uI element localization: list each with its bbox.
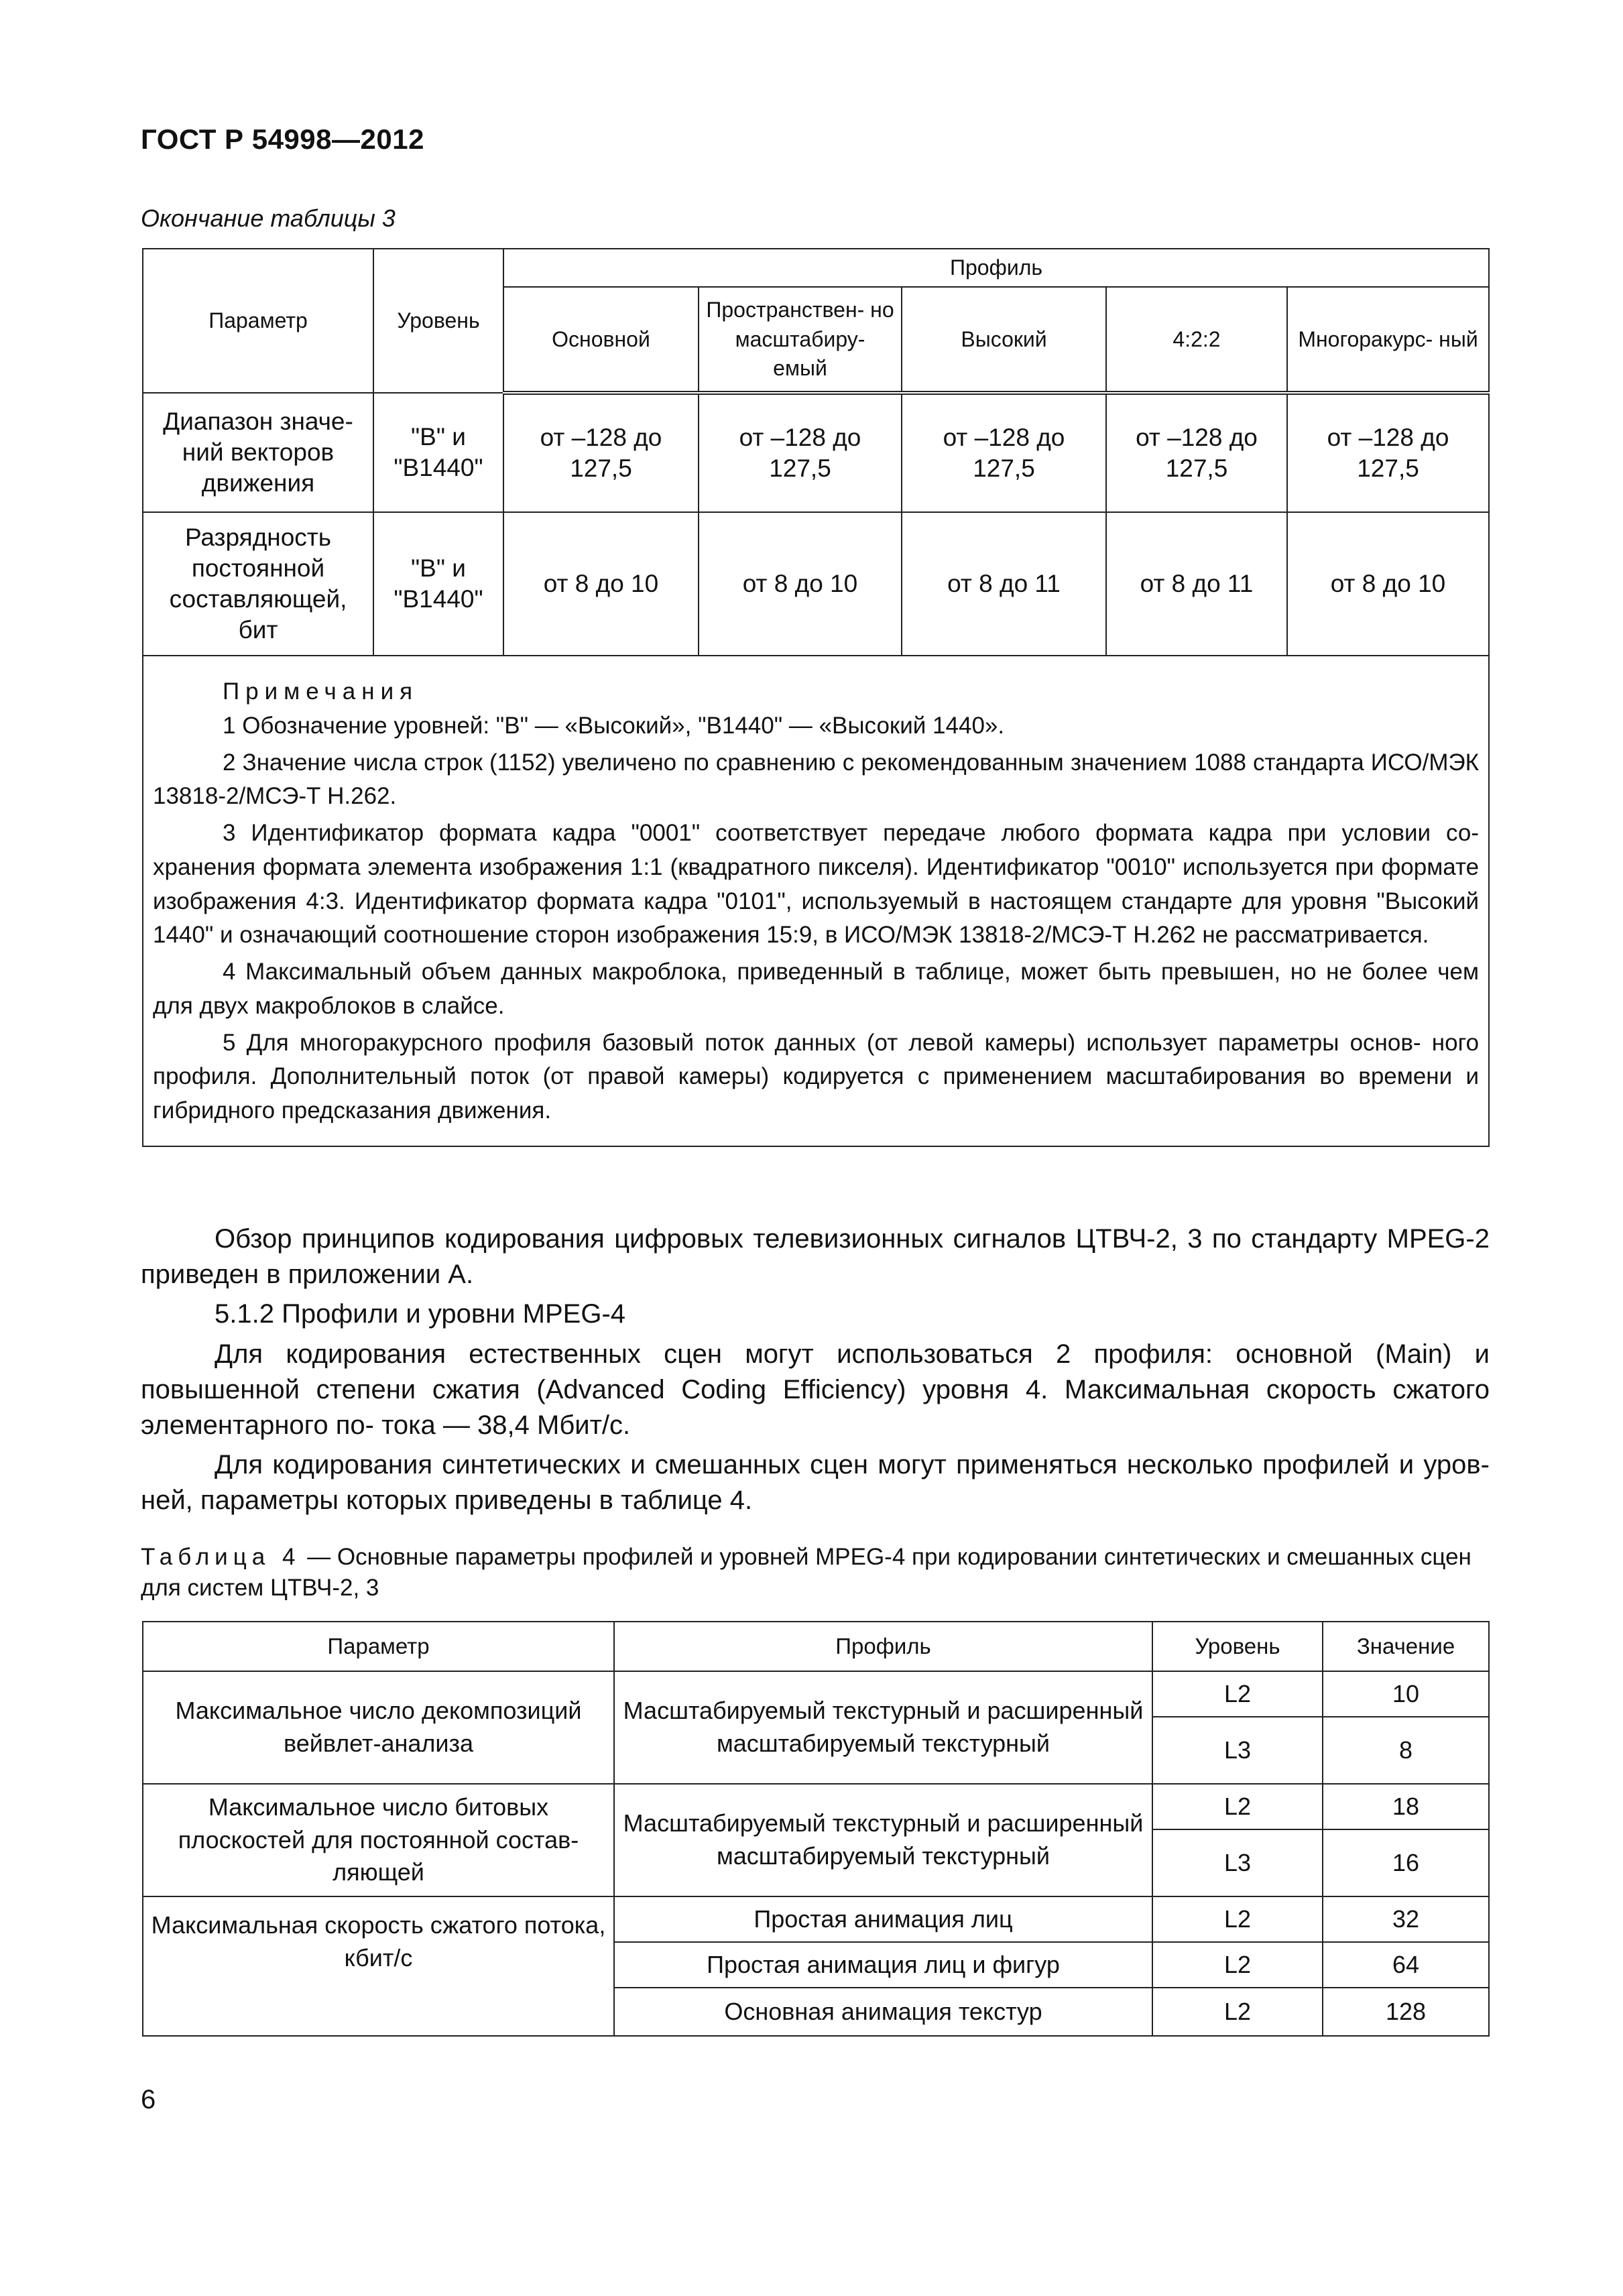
table3-notes-row [143, 656, 1489, 1146]
table4-cell-value: 16 [1323, 1829, 1489, 1896]
table4-cell-level: L2 [1152, 1942, 1323, 1988]
note-item: 2 Значение числа строк (1152) увеличено по сравнению с рекомендованным значением 1088 стандарта ИСО/МЭК 13818-2/МСЭ-Т Н.262. [153, 749, 1480, 810]
table3-profile-spatial: Пространствен- но масштабиру- емый [699, 287, 902, 393]
table3-cell-level: "В" и "В1440" [373, 512, 503, 656]
body-text [141, 1221, 1490, 1523]
body-paragraph: Обзор принципов кодирования цифровых телевизионных сигналов ЦТВЧ-2, 3 по стандарту MPEG-2 приведен в приложении А. [141, 1224, 1490, 1290]
table3-cell-level: "В" и "В1440" [373, 393, 503, 512]
table4-cell-value: 10 [1323, 1671, 1489, 1717]
table4-cell-level: L2 [1152, 1671, 1323, 1717]
table-4 [142, 1621, 1490, 2037]
table3-cell-value: от 8 до 11 [1106, 512, 1287, 656]
page-number: 6 [141, 2085, 156, 2114]
table4-header-param: Параметр [143, 1622, 614, 1671]
document-header: ГОСТ Р 54998—2012 [141, 123, 424, 155]
table4-cell-level: L2 [1152, 1896, 1323, 1942]
table4-cell-level: L2 [1152, 1988, 1323, 2036]
table4-cell-param: Максимальное число декомпозиций вейвлет-анализа [143, 1671, 614, 1784]
note-item: 4 Максимальный объем данных макроблока, приведенный в таблице, может быть превышен, но не более чем для двух макроблоков в слайсе. [153, 959, 1480, 1019]
table3-header-level: Уровень [373, 249, 503, 393]
body-paragraph: Для кодирования естественных сцен могут использоваться 2 профиля: основной (Main) и повышенной степени сжатия (Advanced Coding Efficiency) уровня 4. Максимальная скорость сжатого элементарного по- тока — 38,4 Мбит/с. [141, 1339, 1490, 1440]
table3-header-param: Параметр [143, 249, 373, 393]
table-row [143, 1896, 1489, 1942]
body-paragraph: Для кодирования синтетических и смешанных сцен могут применяться несколько профилей и уров- ней, параметры которых приведены в таблице 4. [141, 1450, 1490, 1516]
table3-cell-value: от 8 до 11 [902, 512, 1106, 656]
table3-notes [143, 656, 1489, 1146]
table4-header-level: Уровень [1152, 1622, 1323, 1671]
table3-header-row [143, 249, 1489, 287]
notes-title: Примечания [223, 678, 419, 705]
table3-cell-value: от –128 до 127,5 [503, 393, 699, 512]
table3-cell-value: от –128 до 127,5 [902, 393, 1106, 512]
table4-caption-text: — Основные параметры профилей и уровней MPEG-4 при кодировании синтетических и смешанных сцен для систем ЦТВЧ-2, 3 [141, 1544, 1471, 1601]
table4-cell-profile: Масштабируемый текстурный и расширенный масштабируемый текстурный [614, 1784, 1152, 1896]
table3-cell-value: от –128 до 127,5 [1287, 393, 1489, 512]
table4-caption [141, 1542, 1490, 1603]
table4-cell-param: Максимальное число битовых плоскостей для постоянной состав- ляющей [143, 1784, 614, 1896]
table4-cell-value: 128 [1323, 1988, 1489, 2036]
table4-cell-profile: Основная анимация текстур [614, 1988, 1152, 2036]
table3-cell-value: от –128 до 127,5 [1106, 393, 1287, 512]
table3-profile-422: 4:2:2 [1106, 287, 1287, 393]
table3-cell-value: от 8 до 10 [699, 512, 902, 656]
table4-cell-profile: Масштабируемый текстурный и расширенный масштабируемый текстурный [614, 1671, 1152, 1784]
table4-cell-value: 8 [1323, 1717, 1489, 1784]
table4-header-row [143, 1622, 1489, 1671]
table3-cell-param: Разрядность постоянной составляющей, бит [143, 512, 373, 656]
table3-cell-value: от 8 до 10 [1287, 512, 1489, 656]
table4-cell-profile: Простая анимация лиц и фигур [614, 1942, 1152, 1988]
table4-cell-value: 64 [1323, 1942, 1489, 1988]
table-3 [142, 248, 1490, 1147]
note-item: 1 Обозначение уровней: "В" — «Высокий», "В1440" — «Высокий 1440». [223, 712, 1005, 739]
note-item: 5 Для многоракурсного профиля базовый поток данных (от левой камеры) использует параметры основ- ного профиля. Дополнительный поток (от правой камеры) кодируется с применением масштабирования во времени и гибридного предсказания движения. [153, 1029, 1480, 1124]
table-row [143, 512, 1489, 656]
table3-profile-multiview: Многоракурс- ный [1287, 287, 1489, 393]
table4-caption-label: Таблица 4 [141, 1544, 301, 1570]
table4-cell-level: L3 [1152, 1829, 1323, 1896]
table4-header-value: Значение [1323, 1622, 1489, 1671]
note-item: 3 Идентификатор формата кадра "0001" соответствует передаче любого формата кадра при условии со- хранения формата элемента изображения 1:1 (квадратного пикселя). Идентификатор "0010" используется при формате изображения 4:3. Идентификатор формата кадра "0101", используемый в настоящем стандарте для уровня "Высокий 1440" и означающий соотношение сторон изображения 15:9, в ИСО/МЭК 13818-2/МСЭ-Т Н.262 не рассматривается. [153, 820, 1480, 949]
table4-cell-level: L2 [1152, 1784, 1323, 1829]
table3-cell-param: Диапазон значе- ний векторов движения [143, 393, 373, 512]
table3-profile-high: Высокий [902, 287, 1106, 393]
table4-header-profile: Профиль [614, 1622, 1152, 1671]
table4-cell-value: 18 [1323, 1784, 1489, 1829]
table3-cell-value: от –128 до 127,5 [699, 393, 902, 512]
table3-cell-value: от 8 до 10 [503, 512, 699, 656]
table4-cell-value: 32 [1323, 1896, 1489, 1942]
table-row [143, 1784, 1489, 1829]
table4-cell-param: Максимальная скорость сжатого потока, кбит/с [143, 1896, 614, 2036]
table3-profile-main: Основной [503, 287, 699, 393]
table3-caption: Окончание таблицы 3 [141, 204, 396, 232]
table4-cell-profile: Простая анимация лиц [614, 1896, 1152, 1942]
table-row [143, 1671, 1489, 1717]
table4-cell-level: L3 [1152, 1717, 1323, 1784]
table-row [143, 393, 1489, 512]
section-heading: 5.1.2 Профили и уровни MPEG-4 [215, 1299, 626, 1329]
table3-header-profile: Профиль [503, 249, 1489, 287]
